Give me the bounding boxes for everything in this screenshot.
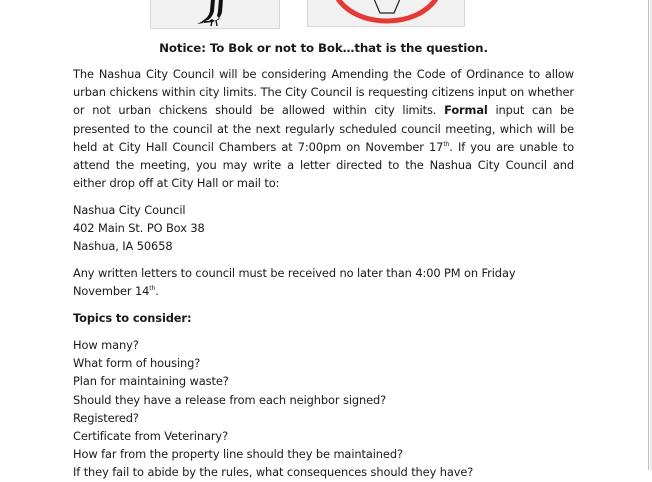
topic-item: Registered?	[73, 410, 139, 425]
topic-item: Should they have a release from each neighbor signed?	[73, 392, 387, 407]
intro-text-1: The Nashua City Council will be considering Amending the Code of Ordinance to allow urban chickens within city limits. The City Council is requesting citizens input on whether or not urban chickens should be allowed within city limits.	[73, 67, 574, 118]
deadline-sup: th	[149, 285, 156, 293]
no-chickens-sign-image	[307, 0, 465, 27]
intro-sup: th	[443, 140, 450, 148]
topics-heading	[73, 309, 574, 327]
address-line-2: 402 Main St. PO Box 38	[73, 221, 205, 236]
intro-bold-formal: Formal	[444, 103, 488, 118]
intro-text-2: input can be presented to the council at the next regularly scheduled council meeting, which will be held at City Hall Council Chambers at 7:00pm on November 17	[73, 103, 574, 154]
topic-item: How many?	[73, 338, 139, 352]
deadline-text: Any written letters to council must be received no later than 4:00 PM on Friday November 14	[73, 266, 516, 299]
topics-heading-text: Topics to consider:	[73, 311, 192, 325]
page-border	[648, 0, 649, 470]
intro-paragraph	[73, 65, 574, 192]
topic-item: Plan for maintaining waste?	[73, 374, 229, 389]
topic-item: How far from the property line should they be maintained?	[73, 447, 403, 462]
address-line-3: Nashua, IA 50658	[73, 239, 173, 254]
deadline-end: .	[155, 284, 159, 299]
notice-heading: Notice: To Bok or not to Bok…that is the question.	[159, 41, 488, 55]
topic-item: If they fail to abide by the rules, what consequences should they have?	[73, 465, 474, 480]
topic-item: Certificate from Veterinary?	[73, 429, 229, 444]
address-line-1: Nashua City Council	[73, 203, 186, 217]
intro-text-3: . If you are unable to attend the meeting, you may write a letter directed to the Nashua City Council and either drop off at City Hall or mail to:	[73, 139, 574, 191]
chicken-silhouette-image	[150, 0, 280, 29]
topics-list	[73, 336, 574, 482]
topic-item: What form of housing?	[73, 356, 201, 371]
mailing-address	[73, 201, 574, 256]
deadline-paragraph	[73, 264, 565, 300]
